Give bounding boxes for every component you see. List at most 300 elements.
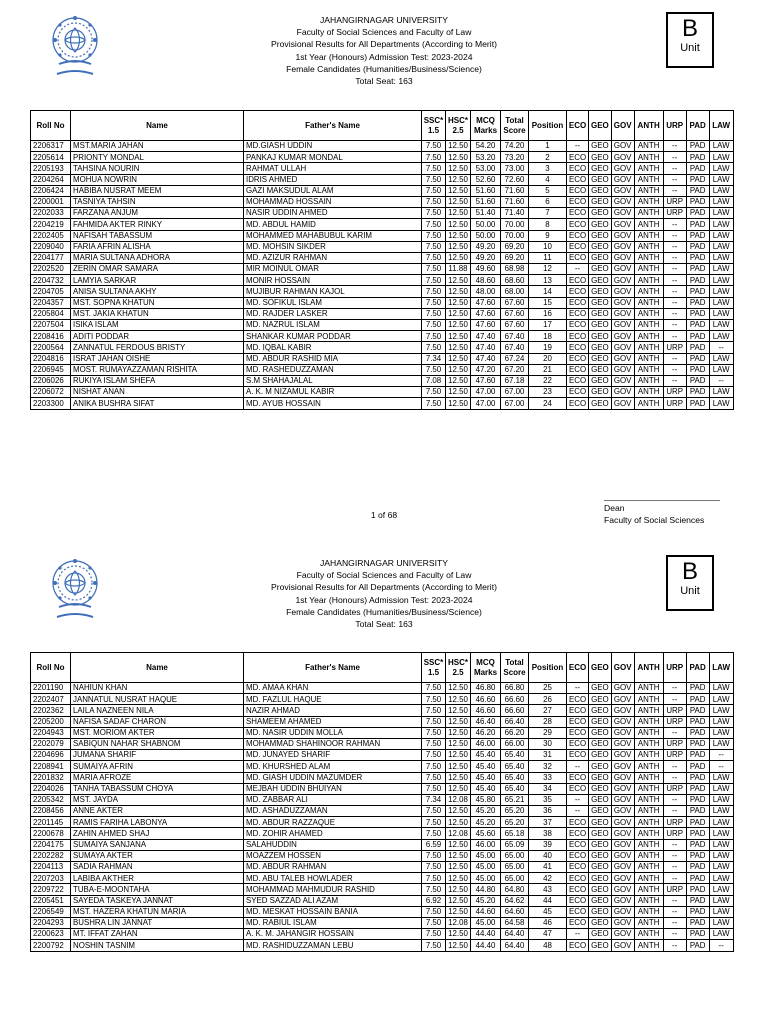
cell-anth: ANTH bbox=[634, 783, 663, 794]
table-row bbox=[31, 174, 734, 185]
cell-urp: URP bbox=[663, 828, 686, 839]
cell-mcq-marks: 45.20 bbox=[471, 806, 501, 817]
cell-mcq-marks: 45.80 bbox=[471, 794, 501, 805]
cell-hsc: 12.50 bbox=[446, 375, 471, 386]
cell-gov: GOV bbox=[611, 929, 634, 940]
cell-hsc: 12.50 bbox=[446, 761, 471, 772]
cell-total-score: 66.40 bbox=[501, 716, 529, 727]
cell-total-score: 65.40 bbox=[501, 750, 529, 761]
col-law-label: LAW bbox=[712, 120, 731, 130]
table-row bbox=[31, 794, 734, 805]
cell-fathers-name: MOHAMMAD MAHMUDUR RASHID bbox=[244, 884, 422, 895]
cell-position: 2 bbox=[529, 152, 567, 163]
cell-hsc: 12.50 bbox=[446, 185, 471, 196]
cell-ssc: 7.50 bbox=[422, 761, 446, 772]
cell-roll-no: 2204026 bbox=[31, 783, 71, 794]
col-mcq-marks-label: MCQ bbox=[476, 115, 495, 125]
cell-urp: URP bbox=[663, 738, 686, 749]
cell-ssc: 7.34 bbox=[422, 794, 446, 805]
cell-total-score: 65.40 bbox=[501, 761, 529, 772]
col-urp-header bbox=[663, 111, 686, 141]
cell-ssc: 7.50 bbox=[422, 196, 446, 207]
cell-eco: ECO bbox=[567, 917, 589, 928]
col-fathers-name-header bbox=[244, 653, 422, 683]
cell-law: LAW bbox=[709, 264, 733, 275]
cell-roll-no: 2206026 bbox=[31, 375, 71, 386]
university-logo-icon bbox=[47, 553, 103, 629]
cell-position: 24 bbox=[529, 398, 567, 409]
cell-anth: ANTH bbox=[634, 331, 663, 342]
cell-name: ZAHIN AHMED SHAJ bbox=[71, 828, 244, 839]
cell-anth: ANTH bbox=[634, 163, 663, 174]
cell-law: LAW bbox=[709, 286, 733, 297]
cell-urp: -- bbox=[663, 185, 686, 196]
col-ssc-sublabel: 1.5 bbox=[427, 125, 440, 135]
cell-position: 19 bbox=[529, 342, 567, 353]
cell-mcq-marks: 49.20 bbox=[471, 252, 501, 263]
col-position-label: Position bbox=[531, 120, 564, 130]
cell-name: SADIA RAHMAN bbox=[71, 862, 244, 873]
cell-law: LAW bbox=[709, 850, 733, 861]
cell-mcq-marks: 49.20 bbox=[471, 241, 501, 252]
cell-fathers-name: MD. AYUB HOSSAIN bbox=[244, 398, 422, 409]
cell-pad: PAD bbox=[686, 275, 709, 286]
cell-law: LAW bbox=[709, 353, 733, 364]
cell-position: 15 bbox=[529, 297, 567, 308]
cell-eco: ECO bbox=[567, 940, 589, 951]
document-header bbox=[200, 557, 568, 630]
cell-position: 27 bbox=[529, 705, 567, 716]
cell-fathers-name: SHAMEEM AHAMED bbox=[244, 716, 422, 727]
cell-roll-no: 2202282 bbox=[31, 850, 71, 861]
cell-gov: GOV bbox=[611, 364, 634, 375]
col-anth-label: ANTH bbox=[637, 120, 660, 130]
cell-geo: GEO bbox=[589, 783, 612, 794]
col-ssc-header bbox=[422, 653, 446, 683]
cell-roll-no: 2202405 bbox=[31, 230, 71, 241]
cell-law: LAW bbox=[709, 906, 733, 917]
cell-ssc: 7.50 bbox=[422, 940, 446, 951]
cell-anth: ANTH bbox=[634, 862, 663, 873]
cell-urp: URP bbox=[663, 716, 686, 727]
cell-anth: ANTH bbox=[634, 873, 663, 884]
table-row bbox=[31, 806, 734, 817]
cell-roll-no: 2205342 bbox=[31, 794, 71, 805]
cell-anth: ANTH bbox=[634, 727, 663, 738]
cell-total-score: 65.20 bbox=[501, 817, 529, 828]
col-position-label: Position bbox=[531, 662, 564, 672]
cell-geo: GEO bbox=[589, 895, 612, 906]
dean-signature-block bbox=[604, 500, 720, 526]
cell-hsc: 12.50 bbox=[446, 873, 471, 884]
cell-eco: ECO bbox=[567, 331, 589, 342]
cell-anth: ANTH bbox=[634, 375, 663, 386]
cell-total-score: 66.60 bbox=[501, 694, 529, 705]
cell-gov: GOV bbox=[611, 331, 634, 342]
cell-total-score: 65.00 bbox=[501, 873, 529, 884]
cell-roll-no: 2200623 bbox=[31, 929, 71, 940]
cell-eco: ECO bbox=[567, 828, 589, 839]
cell-anth: ANTH bbox=[634, 387, 663, 398]
col-position-header bbox=[529, 653, 567, 683]
cell-law: LAW bbox=[709, 895, 733, 906]
cell-hsc: 12.50 bbox=[446, 750, 471, 761]
cell-law: LAW bbox=[709, 398, 733, 409]
cell-urp: URP bbox=[663, 817, 686, 828]
cell-fathers-name: MD. IQBAL KABIR bbox=[244, 342, 422, 353]
cell-hsc: 12.50 bbox=[446, 738, 471, 749]
col-roll-no-label: Roll No bbox=[36, 120, 65, 130]
cell-ssc: 7.50 bbox=[422, 297, 446, 308]
col-mcq-marks-header bbox=[471, 111, 501, 141]
cell-position: 8 bbox=[529, 219, 567, 230]
unit-badge bbox=[666, 12, 714, 68]
cell-hsc: 12.50 bbox=[446, 895, 471, 906]
cell-law: LAW bbox=[709, 772, 733, 783]
table-row bbox=[31, 873, 734, 884]
cell-anth: ANTH bbox=[634, 398, 663, 409]
col-pad-header bbox=[686, 111, 709, 141]
cell-position: 35 bbox=[529, 794, 567, 805]
cell-total-score: 65.00 bbox=[501, 850, 529, 861]
cell-anth: ANTH bbox=[634, 906, 663, 917]
cell-position: 48 bbox=[529, 940, 567, 951]
cell-fathers-name: MD. JUNAYED SHARIF bbox=[244, 750, 422, 761]
cell-pad: PAD bbox=[686, 375, 709, 386]
table-row bbox=[31, 308, 734, 319]
cell-anth: ANTH bbox=[634, 230, 663, 241]
cell-gov: GOV bbox=[611, 683, 634, 694]
cell-urp: -- bbox=[663, 308, 686, 319]
cell-hsc: 12.50 bbox=[446, 705, 471, 716]
cell-eco: ECO bbox=[567, 196, 589, 207]
cell-fathers-name: MD. ABDUR RAHMAN bbox=[244, 862, 422, 873]
cell-hsc: 12.50 bbox=[446, 320, 471, 331]
cell-anth: ANTH bbox=[634, 828, 663, 839]
cell-gov: GOV bbox=[611, 828, 634, 839]
cell-hsc: 12.50 bbox=[446, 342, 471, 353]
cell-total-score: 66.80 bbox=[501, 683, 529, 694]
cell-position: 30 bbox=[529, 738, 567, 749]
cell-geo: GEO bbox=[589, 716, 612, 727]
cell-fathers-name: MD. KHURSHED ALAM bbox=[244, 761, 422, 772]
col-fathers-name-label: Father's Name bbox=[305, 120, 360, 130]
cell-mcq-marks: 44.40 bbox=[471, 940, 501, 951]
cell-law: LAW bbox=[709, 727, 733, 738]
cell-eco: ECO bbox=[567, 705, 589, 716]
cell-total-score: 64.80 bbox=[501, 884, 529, 895]
cell-position: 16 bbox=[529, 308, 567, 319]
col-gov-label: GOV bbox=[613, 662, 632, 672]
col-name-header bbox=[71, 111, 244, 141]
cell-urp: -- bbox=[663, 850, 686, 861]
cell-gov: GOV bbox=[611, 398, 634, 409]
cell-anth: ANTH bbox=[634, 683, 663, 694]
table-row bbox=[31, 342, 734, 353]
cell-total-score: 65.18 bbox=[501, 828, 529, 839]
cell-urp: -- bbox=[663, 906, 686, 917]
cell-hsc: 12.50 bbox=[446, 286, 471, 297]
cell-urp: -- bbox=[663, 727, 686, 738]
cell-fathers-name: A. K. M NIZAMUL KABIR bbox=[244, 387, 422, 398]
cell-total-score: 67.00 bbox=[501, 398, 529, 409]
cell-urp: -- bbox=[663, 917, 686, 928]
cell-roll-no: 2201832 bbox=[31, 772, 71, 783]
cell-position: 47 bbox=[529, 929, 567, 940]
cell-position: 44 bbox=[529, 895, 567, 906]
cell-anth: ANTH bbox=[634, 761, 663, 772]
cell-position: 12 bbox=[529, 264, 567, 275]
cell-mcq-marks: 45.40 bbox=[471, 772, 501, 783]
cell-total-score: 68.60 bbox=[501, 275, 529, 286]
test-name: 1st Year (Honours) Admission Test: 2023-2024 bbox=[295, 51, 473, 62]
cell-pad: PAD bbox=[686, 727, 709, 738]
cell-pad: PAD bbox=[686, 286, 709, 297]
table-row bbox=[31, 694, 734, 705]
cell-law: LAW bbox=[709, 208, 733, 219]
cell-pad: PAD bbox=[686, 141, 709, 152]
cell-urp: -- bbox=[663, 839, 686, 850]
cell-ssc: 7.50 bbox=[422, 850, 446, 861]
cell-gov: GOV bbox=[611, 806, 634, 817]
cell-pad: PAD bbox=[686, 694, 709, 705]
cell-position: 3 bbox=[529, 163, 567, 174]
cell-roll-no: 2206549 bbox=[31, 906, 71, 917]
cell-total-score: 67.40 bbox=[501, 342, 529, 353]
cell-gov: GOV bbox=[611, 850, 634, 861]
cell-geo: GEO bbox=[589, 727, 612, 738]
col-total-score-header bbox=[501, 653, 529, 683]
cell-geo: GEO bbox=[589, 208, 612, 219]
cell-pad: PAD bbox=[686, 738, 709, 749]
table-row bbox=[31, 320, 734, 331]
cell-anth: ANTH bbox=[634, 817, 663, 828]
page-number: 1 of 68 bbox=[370, 510, 398, 520]
cell-ssc: 7.50 bbox=[422, 862, 446, 873]
table-row bbox=[31, 219, 734, 230]
cell-hsc: 12.50 bbox=[446, 308, 471, 319]
cell-total-score: 69.20 bbox=[501, 241, 529, 252]
cell-gov: GOV bbox=[611, 716, 634, 727]
cell-ssc: 7.50 bbox=[422, 252, 446, 263]
col-geo-header bbox=[589, 111, 612, 141]
cell-mcq-marks: 45.40 bbox=[471, 783, 501, 794]
cell-pad: PAD bbox=[686, 252, 709, 263]
cell-law: LAW bbox=[709, 806, 733, 817]
cell-ssc: 7.50 bbox=[422, 275, 446, 286]
cell-geo: GEO bbox=[589, 940, 612, 951]
cell-position: 6 bbox=[529, 196, 567, 207]
cell-position: 45 bbox=[529, 906, 567, 917]
cell-pad: PAD bbox=[686, 750, 709, 761]
cell-law: LAW bbox=[709, 683, 733, 694]
cell-anth: ANTH bbox=[634, 196, 663, 207]
cell-eco: ECO bbox=[567, 219, 589, 230]
col-hsc-header bbox=[446, 111, 471, 141]
cell-position: 25 bbox=[529, 683, 567, 694]
cell-hsc: 12.50 bbox=[446, 152, 471, 163]
cell-geo: GEO bbox=[589, 331, 612, 342]
cell-fathers-name: MD. MOHSIN SIKDER bbox=[244, 241, 422, 252]
col-roll-no-header bbox=[31, 653, 71, 683]
cell-anth: ANTH bbox=[634, 850, 663, 861]
cell-urp: URP bbox=[663, 196, 686, 207]
col-mcq-marks-label: MCQ bbox=[476, 657, 495, 667]
cell-gov: GOV bbox=[611, 264, 634, 275]
cell-geo: GEO bbox=[589, 761, 612, 772]
cell-urp: -- bbox=[663, 761, 686, 772]
cell-hsc: 12.50 bbox=[446, 297, 471, 308]
cell-hsc: 12.08 bbox=[446, 917, 471, 928]
cell-name: FARIA AFRIN ALISHA bbox=[71, 241, 244, 252]
cell-eco: ECO bbox=[567, 862, 589, 873]
cell-ssc: 7.50 bbox=[422, 738, 446, 749]
cell-mcq-marks: 44.60 bbox=[471, 906, 501, 917]
col-fathers-name-header bbox=[244, 111, 422, 141]
cell-law: LAW bbox=[709, 196, 733, 207]
table-row bbox=[31, 141, 734, 152]
cell-roll-no: 2209040 bbox=[31, 241, 71, 252]
cell-urp: URP bbox=[663, 398, 686, 409]
cell-anth: ANTH bbox=[634, 320, 663, 331]
cell-gov: GOV bbox=[611, 241, 634, 252]
col-urp-label: URP bbox=[666, 662, 684, 672]
cell-law: LAW bbox=[709, 308, 733, 319]
cell-law: LAW bbox=[709, 738, 733, 749]
cell-mcq-marks: 46.20 bbox=[471, 727, 501, 738]
cell-eco: ECO bbox=[567, 230, 589, 241]
cell-name: ANNE AKTER bbox=[71, 806, 244, 817]
cell-roll-no: 2203300 bbox=[31, 398, 71, 409]
cell-pad: PAD bbox=[686, 219, 709, 230]
col-total-score-sublabel: Score bbox=[503, 125, 526, 135]
table-row bbox=[31, 738, 734, 749]
cell-fathers-name: MD. RABIUL ISLAM bbox=[244, 917, 422, 928]
cell-total-score: 64.60 bbox=[501, 906, 529, 917]
cell-eco: -- bbox=[567, 929, 589, 940]
cell-geo: GEO bbox=[589, 219, 612, 230]
cell-position: 1 bbox=[529, 141, 567, 152]
cell-urp: -- bbox=[663, 895, 686, 906]
cell-urp: -- bbox=[663, 252, 686, 263]
col-law-label: LAW bbox=[712, 662, 731, 672]
test-name: 1st Year (Honours) Admission Test: 2023-2024 bbox=[295, 594, 473, 605]
cell-name: HABIBA NUSRAT MEEM bbox=[71, 185, 244, 196]
cell-position: 26 bbox=[529, 694, 567, 705]
col-urp-header bbox=[663, 653, 686, 683]
cell-position: 38 bbox=[529, 828, 567, 839]
col-law-header bbox=[709, 653, 733, 683]
cell-anth: ANTH bbox=[634, 917, 663, 928]
cell-ssc: 7.50 bbox=[422, 750, 446, 761]
candidate-category: Female Candidates (Humanities/Business/Science) bbox=[286, 606, 482, 617]
cell-law: LAW bbox=[709, 331, 733, 342]
table-row bbox=[31, 917, 734, 928]
col-mcq-marks-sublabel: Marks bbox=[473, 667, 498, 677]
cell-hsc: 12.50 bbox=[446, 683, 471, 694]
cell-geo: GEO bbox=[589, 806, 612, 817]
table-row bbox=[31, 331, 734, 342]
cell-hsc: 11.88 bbox=[446, 264, 471, 275]
cell-fathers-name: MD. RASHEDUZZAMAN bbox=[244, 364, 422, 375]
cell-geo: GEO bbox=[589, 683, 612, 694]
cell-roll-no: 2208416 bbox=[31, 331, 71, 342]
col-eco-label: ECO bbox=[568, 120, 587, 130]
cell-pad: PAD bbox=[686, 716, 709, 727]
cell-pad: PAD bbox=[686, 794, 709, 805]
col-geo-label: GEO bbox=[590, 120, 609, 130]
cell-geo: GEO bbox=[589, 163, 612, 174]
col-total-score-label: Total bbox=[505, 115, 524, 125]
cell-law: LAW bbox=[709, 794, 733, 805]
cell-eco: ECO bbox=[567, 873, 589, 884]
candidate-category: Female Candidates (Humanities/Business/Science) bbox=[286, 63, 482, 74]
cell-geo: GEO bbox=[589, 375, 612, 386]
results-page-2 bbox=[0, 543, 768, 1024]
cell-anth: ANTH bbox=[634, 152, 663, 163]
cell-position: 31 bbox=[529, 750, 567, 761]
cell-geo: GEO bbox=[589, 750, 612, 761]
cell-total-score: 64.62 bbox=[501, 895, 529, 906]
cell-mcq-marks: 47.00 bbox=[471, 398, 501, 409]
cell-ssc: 6.59 bbox=[422, 839, 446, 850]
col-ssc-label: SSC* bbox=[423, 115, 444, 125]
cell-geo: GEO bbox=[589, 152, 612, 163]
cell-eco: ECO bbox=[567, 694, 589, 705]
cell-geo: GEO bbox=[589, 694, 612, 705]
cell-law: LAW bbox=[709, 141, 733, 152]
cell-geo: GEO bbox=[589, 264, 612, 275]
cell-ssc: 7.50 bbox=[422, 817, 446, 828]
cell-roll-no: 2206945 bbox=[31, 364, 71, 375]
header-row bbox=[31, 111, 734, 141]
table-row bbox=[31, 230, 734, 241]
cell-gov: GOV bbox=[611, 163, 634, 174]
cell-geo: GEO bbox=[589, 772, 612, 783]
results-title: Provisional Results for All Departments (According to Merit) bbox=[271, 582, 497, 593]
cell-fathers-name: MD. ABDUL HAMID bbox=[244, 219, 422, 230]
cell-law: LAW bbox=[709, 174, 733, 185]
cell-geo: GEO bbox=[589, 917, 612, 928]
cell-position: 11 bbox=[529, 252, 567, 263]
cell-gov: GOV bbox=[611, 727, 634, 738]
cell-name: ANISA SULTANA AKHY bbox=[71, 286, 244, 297]
cell-pad: PAD bbox=[686, 850, 709, 861]
cell-law: LAW bbox=[709, 241, 733, 252]
cell-ssc: 7.50 bbox=[422, 152, 446, 163]
cell-fathers-name: MOAZZEM HOSSEN bbox=[244, 850, 422, 861]
header-row bbox=[31, 653, 734, 683]
cell-hsc: 12.50 bbox=[446, 230, 471, 241]
dean-faculty: Faculty of Social Sciences bbox=[604, 515, 705, 525]
cell-hsc: 12.50 bbox=[446, 694, 471, 705]
university-logo-icon bbox=[47, 10, 103, 86]
cell-eco: -- bbox=[567, 806, 589, 817]
cell-ssc: 7.50 bbox=[422, 141, 446, 152]
cell-gov: GOV bbox=[611, 884, 634, 895]
document-header bbox=[200, 14, 568, 87]
cell-position: 28 bbox=[529, 716, 567, 727]
cell-hsc: 12.50 bbox=[446, 940, 471, 951]
col-pad-label: PAD bbox=[689, 120, 706, 130]
cell-name: NOSHIN TASNIM bbox=[71, 940, 244, 951]
unit-label: Unit bbox=[680, 42, 700, 54]
cell-mcq-marks: 48.60 bbox=[471, 275, 501, 286]
col-gov-header bbox=[611, 653, 634, 683]
cell-anth: ANTH bbox=[634, 884, 663, 895]
cell-name: BUSHRA LIN JANNAT bbox=[71, 917, 244, 928]
cell-urp: -- bbox=[663, 163, 686, 174]
